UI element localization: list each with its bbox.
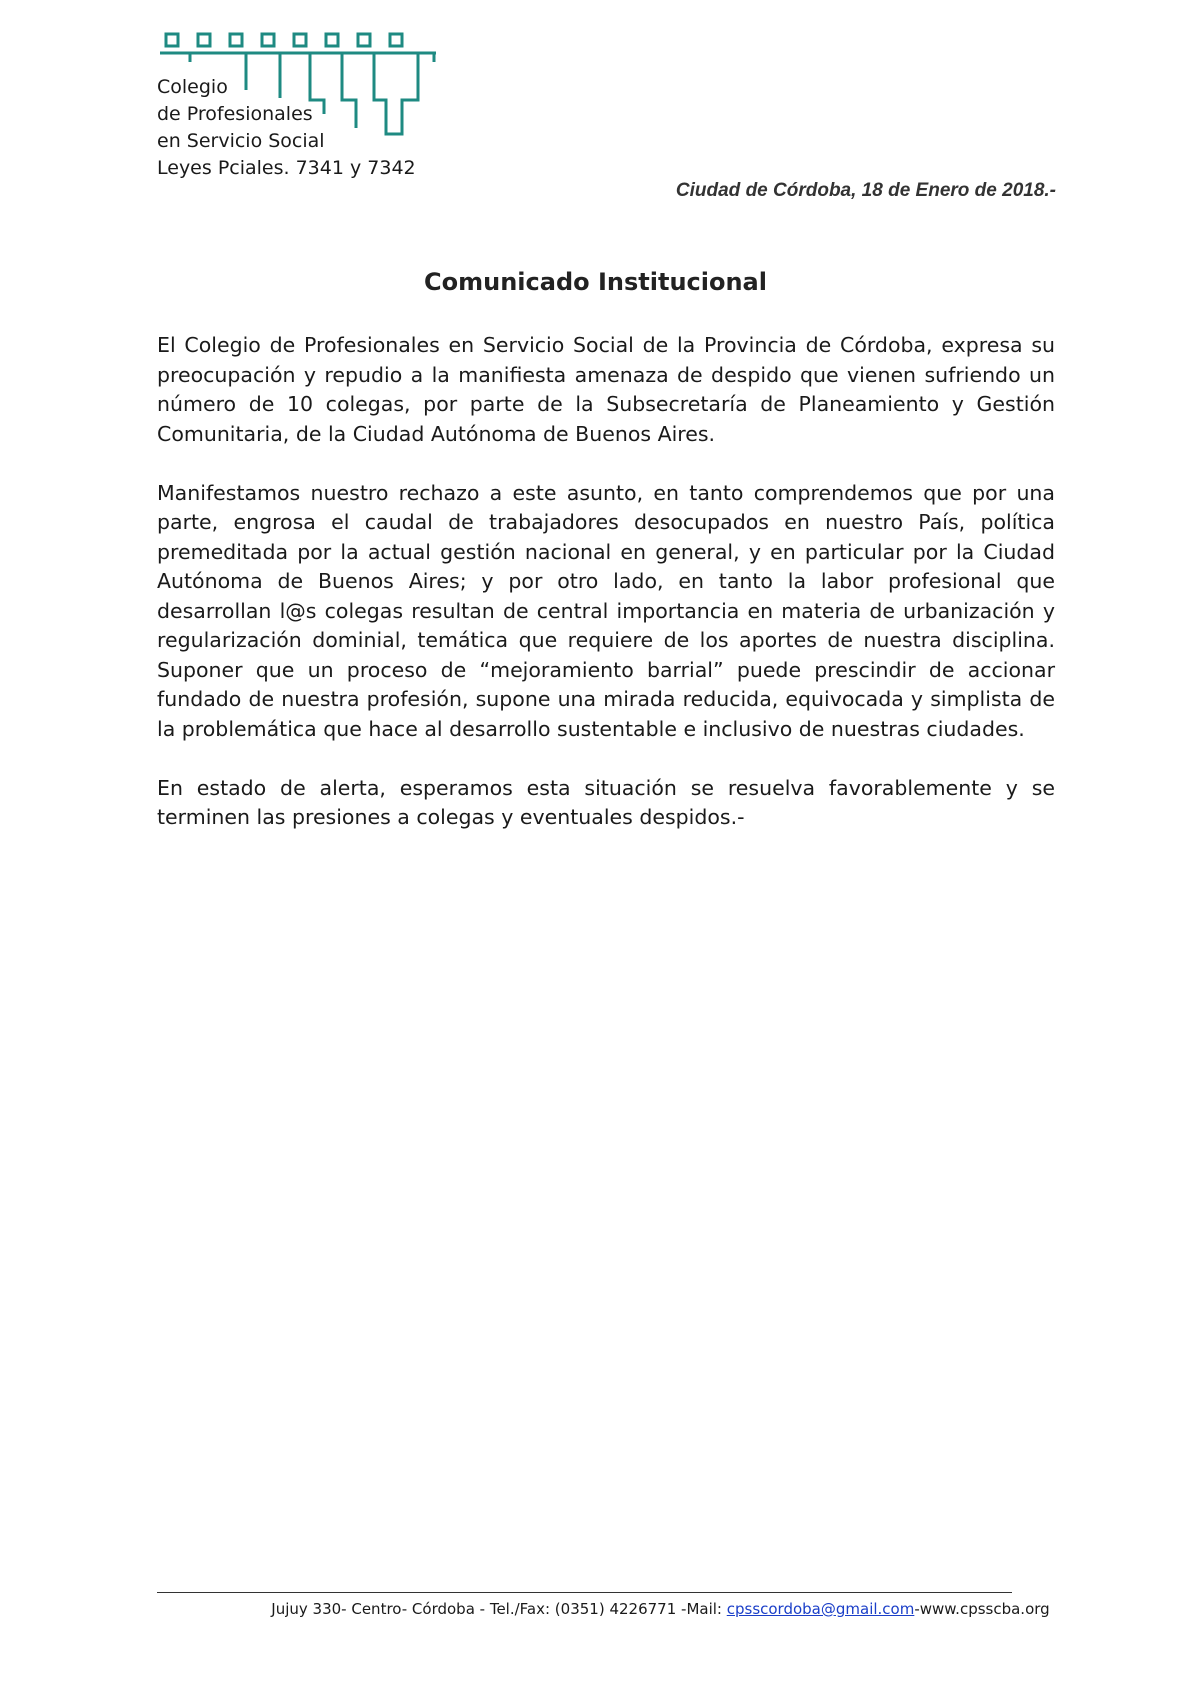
document-date: Ciudad de Córdoba, 18 de Enero de 2018.-	[675, 180, 1056, 201]
body-paragraph: En estado de alerta, esperamos esta situación se resuelva favorablemente y se terminen las presiones a colegas y eventuales despidos.-	[157, 775, 1055, 829]
org-line: de Profesionales	[157, 103, 313, 125]
org-line: en Servicio Social	[157, 130, 325, 152]
org-line: Leyes Pciales. 7341 y 7342	[157, 157, 416, 179]
footer-divider	[157, 1592, 1012, 1593]
document-title: Comunicado Institucional	[424, 268, 767, 296]
body-paragraph: El Colegio de Profesionales en Servicio Social de la Provincia de Córdoba, expresa su preocupación y repudio a la manifiesta amenaza de despido que vienen sufriendo un número de 10 colegas, por parte de la Subsecretaría de Planeamiento y Gestión Comunitaria, de la Ciudad Autónoma de Buenos Aires.	[157, 333, 1055, 446]
footer-email-link[interactable]: cpsscordoba@gmail.com	[726, 1600, 915, 1618]
org-line: Colegio	[157, 76, 228, 98]
document-body	[157, 331, 1055, 862]
footer-website: -www.cpsscba.org	[914, 1600, 1050, 1618]
body-paragraph: Manifestamos nuestro rechazo a este asunto, en tanto comprendemos que por una parte, engrosa el caudal de trabajadores desocupados en nuestro País, política premeditada por la actual gestión nacional en general, y en particular por la Ciudad Autónoma de Buenos Aires; y por otro lado, en tanto la labor profesional que desarrollan l@s colegas resultan de central importancia en materia de urbanización y regularización dominial, temática que requiere de los aportes de nuestra disciplina. Suponer que un proceso de “mejoramiento barrial” puede prescindir de accionar fundado de nuestra profesión, supone una mirada reducida, equivocada y simplista de la problemática que hace al desarrollo sustentable e inclusivo de nuestras ciudades.	[157, 480, 1055, 741]
organization-name	[157, 74, 416, 182]
footer	[0, 1600, 1191, 1618]
footer-contact: Jujuy 330- Centro- Córdoba - Tel./Fax: (0351) 4226771 -Mail:	[271, 1600, 727, 1618]
